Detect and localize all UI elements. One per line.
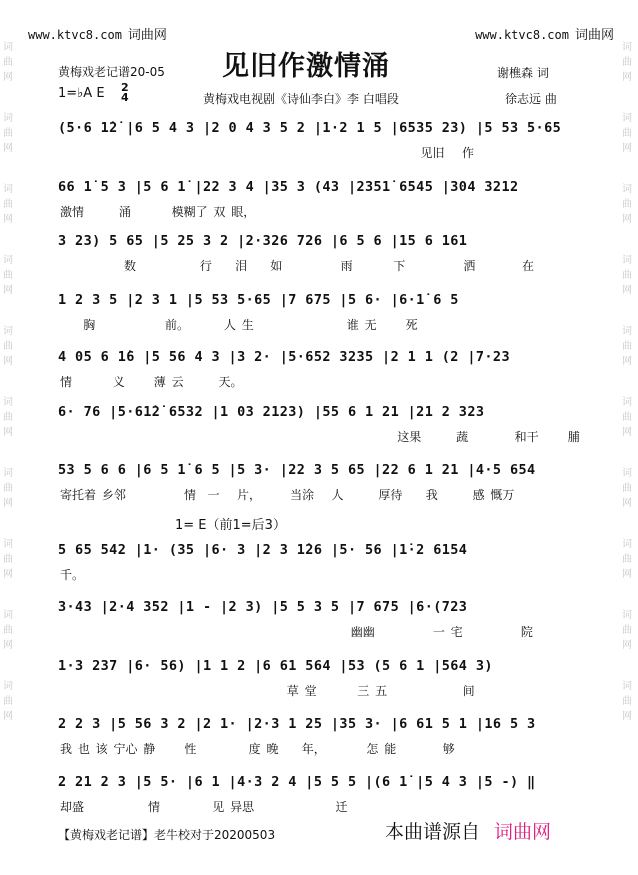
notation-line: 1 2 3 5 |2 3 1 |5 53 5·65 |7 675 |5 6· |6·1̇ 6 5 [58,292,459,308]
lyric-line: 草 堂 三 五 间 [60,684,475,698]
watermark-text: 词曲网 [622,610,632,651]
lyric-line: 见旧 作 [60,146,474,160]
lyric-line: 这果 蔬 和干 脯 [60,430,580,444]
lyric-line: 激情 涌 模糊了 双 眼， [60,205,256,219]
lyricist-credit: 谢樵森 词 [497,66,549,80]
lyric-line: 数 行 泪 如 雨 下 洒 在 [60,259,534,273]
watermark-text: 词曲网 [3,681,13,722]
watermark-text: 词曲网 [3,184,13,225]
meter-bottom: 4 [121,91,129,104]
watermark-text: 词曲网 [622,539,632,580]
notation-line: (5·6 1̇2̇ |6 5 4 3 |2 0 4 3 5 2 |1·2 1 5 |6535 23) |5 53 5·65 [58,120,562,136]
watermark-text: 词曲网 [3,113,13,154]
score-row [58,597,598,641]
notation-line: 53 5 6 6 |6 5 1̇ 6 5 |5 3· |22 3 5 65 |22 6 1 21 |4·5 654 [58,462,536,478]
score-row [58,231,598,275]
score-row [58,656,598,700]
source-credit-brand[interactable]: 词曲网 [494,821,552,843]
watermark-text: 词曲网 [3,468,13,509]
lyric-line: 情 义 薄 云 天。 [60,375,243,389]
source-credit [385,817,551,844]
watermark-text: 词曲网 [3,326,13,367]
lyric-line: 我 也 该 宁心 静 性 度 晚 年， 怎 能 够 [60,742,455,756]
proofreader-note: 【黄梅戏老记谱】老牛校对于20200503 [58,828,276,842]
score-row [58,772,598,816]
watermark-text: 词曲网 [3,42,13,83]
site-header-right [475,24,614,43]
watermark-text: 词曲网 [622,255,632,296]
notation-line: 3 23) 5 65 |5 25 3 2 |2·326 726 |6 5 6 |15 6 161 [58,233,468,249]
watermark-text: 词曲网 [622,184,632,225]
score-row [58,402,598,446]
lyric-line: 寄托着 乡邻 情 一 片， 当涂 人 厚待 我 感 慨万 [60,488,515,502]
score-row [58,714,598,758]
site-url: www.ktvc8.com [475,28,569,42]
watermark-text: 词曲网 [622,397,632,438]
lyric-line: 胸 前。 人 生 谁 无 死 [60,318,418,332]
series-label: 黄梅戏老记谱20-05 [58,65,165,79]
watermark-text: 词曲网 [622,468,632,509]
page-title: 见旧作激情涌 [222,51,390,82]
side-watermark-right [622,40,634,750]
notation-line: 3·43 |2·4 352 |1 - |2 3) |5 5 3 5 |7 675 |6·(723 [58,599,468,615]
lyric-line: 千。 [60,568,85,582]
notation-line: 6· 76 |5·61̇2̇ 6532 |1 03 2123) |55 6 1 21 |21 2 323 [58,404,485,420]
site-header-left [28,24,167,43]
source-credit-prefix: 本曲谱源自 [385,821,481,843]
score-row [58,460,598,504]
time-signature [121,83,129,103]
score-row [58,290,598,334]
lyric-line: 幽幽 一 宅 院 [60,625,533,639]
watermark-text: 词曲网 [3,255,13,296]
notation-line: 4 05 6 1̇6 |5 56 4 3 |3 2· |5·652 3235 |2 1 1 (2 |7·23 [58,349,510,365]
watermark-text: 词曲网 [3,539,13,580]
site-url: www.ktvc8.com [28,28,122,42]
watermark-text: 词曲网 [3,397,13,438]
notation-line: 2 21 2 3 |5 5· |6 1 |4·3 2 4 |5 5 5 |(6 1̇ |5 4 3 |5 -) ‖ [58,774,536,790]
score-row [58,118,598,162]
watermark-text: 词曲网 [622,113,632,154]
watermark-text: 词曲网 [622,681,632,722]
notation-line: 2 2 3 |5 56 3 2 |2 1· |2·3 1 25 |35 3· |6 61 5 1 |16 5 3 [58,716,536,732]
modulation-note: 1= E（前1=后3） [175,518,286,533]
watermark-text: 词曲网 [622,42,632,83]
key-signature: 1=♭A E [58,86,105,101]
watermark-text: 词曲网 [3,610,13,651]
lyric-line: 却盛 情 见 异思 迁 [60,800,348,814]
notation-line: 5 65 542 |1· (35 |6· 3 |2 3 1̇26 |5· 56 |1̇·2 6154 [58,542,468,558]
source-line: 黄梅戏电视剧《诗仙李白》李 白唱段 [203,92,399,106]
site-name: 词曲网 [574,28,614,43]
score-row [58,540,598,584]
composer-credit: 徐志远 曲 [505,92,557,106]
meter-top: 2 [121,81,129,94]
notation-line: 1·3 237 |6· 56) |1 1 2 |6 61 564 |53 (5 6 1 |564 3) [58,658,493,674]
score-row [58,347,598,391]
watermark-text: 词曲网 [622,326,632,367]
site-name: 词曲网 [127,28,167,43]
side-watermark-left [3,40,15,750]
notation-line: 66 1̇ 5 3 |5 6 1̇ |22 3 4 |35 3 (43 |2351̇ 6545 |304 3212 [58,179,519,195]
score-row [58,177,598,221]
